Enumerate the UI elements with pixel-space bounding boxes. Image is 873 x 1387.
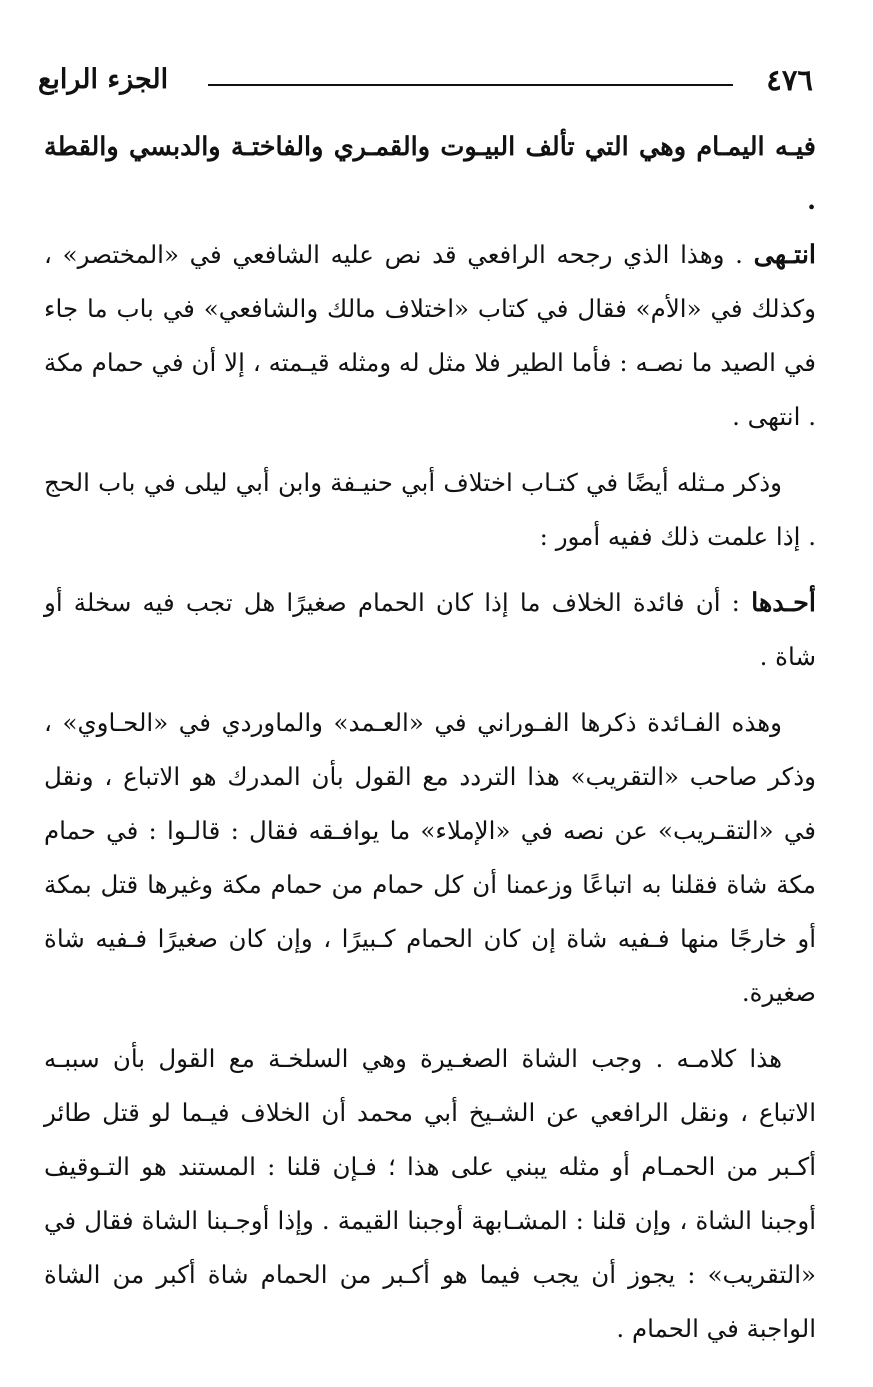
page-number: ٤٧٦	[766, 63, 813, 97]
bold-lead: أحـدها	[751, 588, 816, 618]
paragraph-text: . وهذا الذي رجحه الرافعي قد نص عليه الشافعي في «المختصر» ، وكذلك في «الأم» فقال في كتاب «اختلاف مالك والشافعي» في باب ما جاء في الصيد ما نصـه : فأما الطير فلا مثل له ومثله قيـمته ، إلا أن في حمام مكة . انتهى .	[44, 240, 816, 431]
paragraph-1	[44, 120, 816, 444]
header-rule	[208, 84, 733, 86]
paragraph-4	[44, 696, 816, 1020]
page-header	[38, 62, 813, 102]
paragraph-2	[44, 456, 816, 564]
paragraph-3	[44, 576, 816, 684]
paragraph-text: وهذه الفـائدة ذكرها الفـوراني في «العـمد» والماوردي في «الحـاوي» ، وذكر صاحب «التقريب» هذا التردد مع القول بأن المدرك هو الاتباع ، ونقل في «التقـريب» عن نصه في «الإملاء» ما يوافـقه فقال : قالـوا : في حمام مكة شاة فقلنا به اتباعًا وزعمنا أن كل حمام من حمام مكة وغيرها قتل بمكة أو خارجًا منها فـفيه شاة إن كان الحمام كـبيرًا ، وإن كان صغيرًا فـفيه شاة صغيرة.	[44, 708, 816, 1007]
paragraph-text: وذكر مـثله أيضًا في كتـاب اختلاف أبي حنيـفة وابن أبي ليلى في باب الحج . إذا علمت ذلك ففيه أمور :	[44, 468, 816, 551]
bold-lead-2: انتـهى	[753, 240, 816, 270]
paragraph-text: : أن فائدة الخلاف ما إذا كان الحمام صغيرًا هل تجب فيه سخلة أو شاة .	[44, 588, 816, 671]
bold-lead: فيـه اليمـام وهي التي تألف البيـوت والقمـري والفاختـة والدبسي والقطة .	[44, 132, 816, 216]
paragraph-text: هذا كلامـه . وجب الشاة الصغـيرة وهي السلخـة مع القول بأن سببـه الاتباع ، ونقل الرافعي عن الشـيخ أبي محمد أن الخلاف فيـما لو قتل طائر أكـبر من الحمـام أو مثله يبني على هذا ؛ فـإن قلنا : المستند هو التـوقيف أوجبنا الشاة ، وإن قلنا : المشـابهة أوجبنا القيمة . وإذا أوجـبنا الشاة فقال في «التقريب» : يجوز أن يجب فيما هو أكـبر من الحمام شاة أكبر من الشاة الواجبة في الحمام .	[44, 1044, 816, 1343]
paragraph-5	[44, 1032, 816, 1356]
running-title: الجزء الرابع	[38, 64, 169, 95]
body-text	[44, 120, 816, 1368]
